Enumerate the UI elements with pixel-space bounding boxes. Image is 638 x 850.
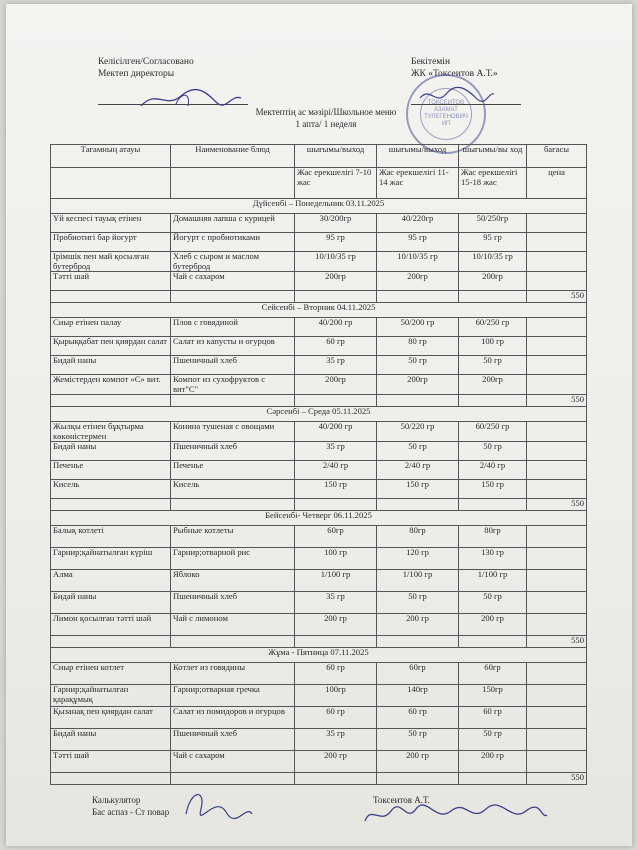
portion-11-14: 50 гр (377, 442, 459, 461)
dish-name-kz: Бидай наны (51, 356, 171, 375)
day-total-price: 550 (527, 499, 587, 511)
dish-name-ru: Конина тушеная с овощами (171, 422, 295, 442)
portion-7-10: 200гр (295, 272, 377, 291)
price (527, 442, 587, 461)
empty-cell (171, 395, 295, 407)
empty-cell (295, 499, 377, 511)
price (527, 570, 587, 592)
dish-row (51, 548, 587, 570)
price (527, 614, 587, 636)
day-header-row (51, 303, 587, 318)
portion-15-18: 50/250гр (459, 214, 527, 233)
empty-cell (459, 773, 527, 785)
dish-name-kz: Гарнир;қайнатылған күріш (51, 548, 171, 570)
dish-name-ru: Пшеничный хлеб (171, 442, 295, 461)
day-total-row (51, 395, 587, 407)
director-signature (136, 84, 246, 114)
portion-15-18: 50 гр (459, 442, 527, 461)
empty-cell (459, 636, 527, 648)
dish-name-kz: Пробиотигі бар йогурт (51, 233, 171, 252)
dish-name-ru: Салат из капусты и огурцов (171, 337, 295, 356)
dish-row (51, 461, 587, 480)
dish-name-kz: Бидай наны (51, 592, 171, 614)
column-header: шығымы/выход (295, 145, 377, 168)
price (527, 214, 587, 233)
dish-name-ru: Гарнир;отварная гречка (171, 685, 295, 707)
portion-15-18: 60 гр (459, 707, 527, 729)
empty-cell (171, 636, 295, 648)
approval-label: Келісілген/Согласовано (98, 57, 194, 67)
column-subheader: Жас ерекшелігі 7-10 жас (295, 168, 377, 199)
portion-7-10: 200гр (295, 375, 377, 395)
approval-position: Мектеп директоры (98, 69, 175, 79)
portion-15-18: 200гр (459, 375, 527, 395)
price (527, 252, 587, 272)
day-title: Бейсенбі- Четверг 06.11.2025 (51, 511, 587, 526)
stamp-text: ТОКСЕИТОВ АЗАМАТ ТУЛЕГЕНОВИЧ ИП (420, 88, 472, 140)
calculator-label: Калькулятор (92, 795, 141, 805)
portion-15-18: 10/10/35 гр (459, 252, 527, 272)
price (527, 751, 587, 773)
dish-row (51, 375, 587, 395)
day-title: Сейсенбі – Вторник 04.11.2025 (51, 303, 587, 318)
price (527, 548, 587, 570)
portion-7-10: 60 гр (295, 337, 377, 356)
day-title: Дүйсенбі – Понедельник 03.11.2025 (51, 199, 587, 214)
portion-11-14: 60гр (377, 663, 459, 685)
empty-cell (377, 395, 459, 407)
dish-name-kz: Алма (51, 570, 171, 592)
dish-name-kz: Бидай наны (51, 729, 171, 751)
dish-row (51, 442, 587, 461)
approve-label: Бекітемін (411, 57, 451, 67)
column-subheader: цена (527, 168, 587, 199)
portion-11-14: 50 гр (377, 356, 459, 375)
chef-signature (176, 784, 256, 824)
portion-7-10: 200 гр (295, 614, 377, 636)
portion-7-10: 100гр (295, 685, 377, 707)
empty-cell (295, 395, 377, 407)
empty-cell (377, 636, 459, 648)
dish-name-kz: Печенье (51, 461, 171, 480)
portion-11-14: 200гр (377, 272, 459, 291)
column-subheader: Жас ерекшелігі 15-18 жас (459, 168, 527, 199)
portion-11-14: 200 гр (377, 614, 459, 636)
empty-cell (377, 773, 459, 785)
empty-cell (295, 291, 377, 303)
dish-name-ru: Яблоко (171, 570, 295, 592)
dish-row (51, 729, 587, 751)
portion-11-14: 80 гр (377, 337, 459, 356)
dish-name-ru: Домашняя лапша с курицей (171, 214, 295, 233)
portion-15-18: 200 гр (459, 614, 527, 636)
empty-cell (171, 291, 295, 303)
dish-row (51, 751, 587, 773)
column-subheader (171, 168, 295, 199)
portion-11-14: 200гр (377, 375, 459, 395)
dish-row (51, 685, 587, 707)
portion-11-14: 2/40 гр (377, 461, 459, 480)
dish-name-kz: Жемістерден компот «С» вит. (51, 375, 171, 395)
dish-name-ru: Компот из сухофруктов с вит"С" (171, 375, 295, 395)
chef-label: Бас аспаз - Ст повар (92, 807, 170, 817)
dish-name-ru: Пшеничный хлеб (171, 592, 295, 614)
dish-row (51, 356, 587, 375)
price (527, 337, 587, 356)
price (527, 729, 587, 751)
portion-7-10: 30/200гр (295, 214, 377, 233)
handwritten-signature (361, 799, 551, 829)
portion-15-18: 60гр (459, 663, 527, 685)
approver-signature (416, 84, 496, 108)
portion-7-10: 35 гр (295, 356, 377, 375)
column-header: Тағамның атауы (51, 145, 171, 168)
dish-row (51, 422, 587, 442)
empty-cell (377, 499, 459, 511)
empty-cell (171, 499, 295, 511)
portion-7-10: 150 гр (295, 480, 377, 499)
price (527, 685, 587, 707)
dish-name-ru: Йогурт с пробиотиками (171, 233, 295, 252)
dish-name-ru: Гарнир;отварной рис (171, 548, 295, 570)
document-sheet (6, 4, 632, 846)
menu-table (50, 144, 587, 785)
price (527, 233, 587, 252)
price (527, 592, 587, 614)
portion-15-18: 150гр (459, 685, 527, 707)
portion-15-18: 100 гр (459, 337, 527, 356)
column-header: шығымы/вы ход (459, 145, 527, 168)
dish-name-ru: Чай с сахаром (171, 751, 295, 773)
dish-name-kz: Гарнир;қайнатылған қарақұмық (51, 685, 171, 707)
empty-cell (295, 773, 377, 785)
dish-row (51, 337, 587, 356)
column-subheader (51, 168, 171, 199)
portion-11-14: 80гр (377, 526, 459, 548)
dish-name-kz: Үй кеспесі тауық етінен (51, 214, 171, 233)
footer-left (92, 794, 169, 818)
day-total-price: 550 (527, 395, 587, 407)
portion-11-14: 120 гр (377, 548, 459, 570)
portion-15-18: 2/40 гр (459, 461, 527, 480)
price (527, 318, 587, 337)
dish-name-ru: Котлет из говядины (171, 663, 295, 685)
portion-11-14: 95 гр (377, 233, 459, 252)
column-subheader: Жас ерекшелігі 11-14 жас (377, 168, 459, 199)
portion-7-10: 40/200 гр (295, 422, 377, 442)
portion-11-14: 50 гр (377, 592, 459, 614)
approval-block (98, 56, 194, 80)
dish-row (51, 526, 587, 548)
portion-7-10: 1/100 гр (295, 570, 377, 592)
portion-7-10: 2/40 гр (295, 461, 377, 480)
empty-cell (295, 636, 377, 648)
portion-15-18: 50 гр (459, 592, 527, 614)
empty-cell (51, 499, 171, 511)
dish-name-ru: Кисель (171, 480, 295, 499)
dish-row (51, 707, 587, 729)
portion-15-18: 130 гр (459, 548, 527, 570)
column-header: шығымы/выход (377, 145, 459, 168)
dish-name-ru: Хлеб с сыром и маслом бутерброд (171, 252, 295, 272)
dish-name-kz: Тәтті шай (51, 272, 171, 291)
dish-row (51, 252, 587, 272)
portion-7-10: 100 гр (295, 548, 377, 570)
dish-row (51, 272, 587, 291)
dish-name-ru: Чай с лимоном (171, 614, 295, 636)
day-header-row (51, 648, 587, 663)
portion-11-14: 200 гр (377, 751, 459, 773)
portion-7-10: 35 гр (295, 729, 377, 751)
empty-cell (51, 636, 171, 648)
portion-7-10: 35 гр (295, 592, 377, 614)
day-title: Жұма - Пятница 07.11.2025 (51, 648, 587, 663)
dish-name-kz: Сиыр етінен котлет (51, 663, 171, 685)
portion-11-14: 140гр (377, 685, 459, 707)
portion-15-18: 50 гр (459, 729, 527, 751)
dish-name-ru: Плов с говядиной (171, 318, 295, 337)
dish-row (51, 480, 587, 499)
dish-name-kz: Жылқы етінен бұқтырма көкөністермен (51, 422, 171, 442)
portion-7-10: 60 гр (295, 663, 377, 685)
portion-15-18: 80гр (459, 526, 527, 548)
day-total-row (51, 636, 587, 648)
price (527, 707, 587, 729)
portion-15-18: 60/250 гр (459, 422, 527, 442)
footer-right-name: Токсеитов А.Т. (373, 795, 430, 805)
price (527, 461, 587, 480)
dish-row (51, 570, 587, 592)
day-total-price: 550 (527, 636, 587, 648)
portion-11-14: 40/220гр (377, 214, 459, 233)
dish-name-kz: Лимон қосылған тәтті шәй (51, 614, 171, 636)
empty-cell (459, 395, 527, 407)
portion-11-14: 150 гр (377, 480, 459, 499)
dish-name-kz: Кисель (51, 480, 171, 499)
day-total-row (51, 291, 587, 303)
column-header: бағасы (527, 145, 587, 168)
portion-7-10: 200 гр (295, 751, 377, 773)
portion-11-14: 1/100 гр (377, 570, 459, 592)
day-total-row (51, 499, 587, 511)
approve-company: ЖК «Токсеитов А.Т.» (411, 69, 498, 79)
empty-cell (51, 773, 171, 785)
empty-cell (459, 499, 527, 511)
portion-7-10: 60 гр (295, 707, 377, 729)
empty-cell (51, 395, 171, 407)
day-total-price: 550 (527, 773, 587, 785)
portion-15-18: 50 гр (459, 356, 527, 375)
dish-name-ru: Пшеничный хлеб (171, 729, 295, 751)
price (527, 356, 587, 375)
portion-7-10: 10/10/35 гр (295, 252, 377, 272)
empty-cell (377, 291, 459, 303)
dish-name-ru: Салат из помидоров и огурцов (171, 707, 295, 729)
dish-name-kz: Сиыр етінен палау (51, 318, 171, 337)
column-header: Наименование блюд (171, 145, 295, 168)
price (527, 663, 587, 685)
price (527, 422, 587, 442)
portion-15-18: 200 гр (459, 751, 527, 773)
dish-row (51, 233, 587, 252)
portion-7-10: 35 гр (295, 442, 377, 461)
dish-row (51, 614, 587, 636)
dish-name-ru: Чай с сахаром (171, 272, 295, 291)
empty-cell (171, 773, 295, 785)
price (527, 480, 587, 499)
subheader-row (51, 168, 587, 199)
dish-name-kz: Қырыққабат пен қиярдан салат (51, 337, 171, 356)
portion-11-14: 50 гр (377, 729, 459, 751)
portion-11-14: 50/220 гр (377, 422, 459, 442)
dish-name-kz: Бидай наны (51, 442, 171, 461)
price (527, 375, 587, 395)
dish-row (51, 663, 587, 685)
header-row (51, 145, 587, 168)
price (527, 272, 587, 291)
day-total-row (51, 773, 587, 785)
dish-name-ru: Печенье (171, 461, 295, 480)
dish-name-ru: Пшеничный хлеб (171, 356, 295, 375)
portion-11-14: 50/200 гр (377, 318, 459, 337)
dish-row (51, 214, 587, 233)
portion-15-18: 95 гр (459, 233, 527, 252)
menu-title (236, 106, 416, 130)
dish-name-kz: Балық котлеті (51, 526, 171, 548)
dish-name-kz: Қызанақ пен қиярдан салат (51, 707, 171, 729)
day-total-price: 550 (527, 291, 587, 303)
portion-11-14: 60 гр (377, 707, 459, 729)
portion-15-18: 1/100 гр (459, 570, 527, 592)
portion-15-18: 150 гр (459, 480, 527, 499)
portion-15-18: 60/250 гр (459, 318, 527, 337)
dish-row (51, 318, 587, 337)
day-header-row (51, 511, 587, 526)
day-title: Сәрсенбі – Среда 05.11.2025 (51, 407, 587, 422)
empty-cell (459, 291, 527, 303)
portion-7-10: 60гр (295, 526, 377, 548)
menu-title-week: 1 апта/ 1 неделя (295, 119, 357, 129)
menu-title-main: Мектептің ас мәзірі/Школьное меню (255, 107, 397, 117)
portion-15-18: 200гр (459, 272, 527, 291)
dish-name-kz: Тәтті шай (51, 751, 171, 773)
portion-7-10: 40/200 гр (295, 318, 377, 337)
empty-cell (51, 291, 171, 303)
portion-7-10: 95 гр (295, 233, 377, 252)
dish-row (51, 592, 587, 614)
day-header-row (51, 407, 587, 422)
dish-name-ru: Рыбные котлеты (171, 526, 295, 548)
dish-name-kz: Ірімшік пен май қосылған бутерброд (51, 252, 171, 272)
portion-11-14: 10/10/35 гр (377, 252, 459, 272)
price (527, 526, 587, 548)
day-header-row (51, 199, 587, 214)
